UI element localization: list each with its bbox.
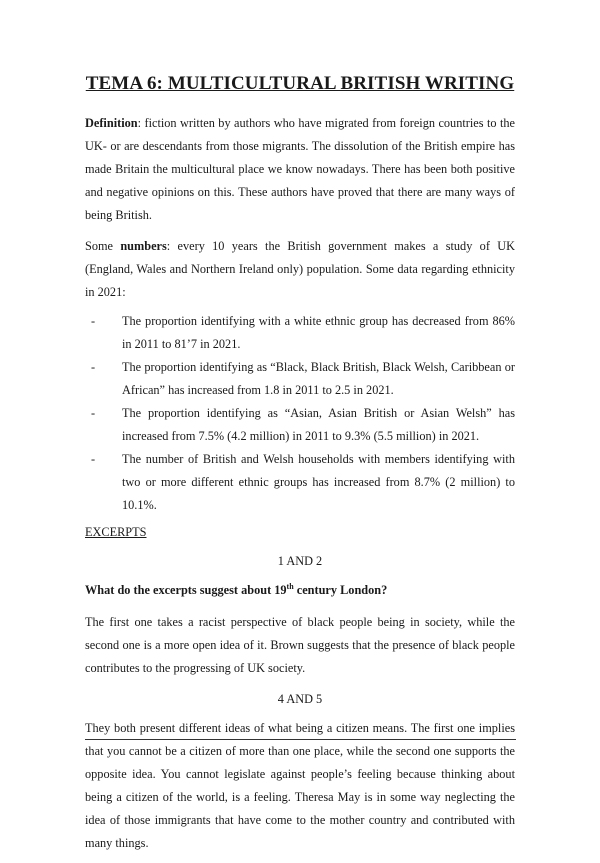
list-item bbox=[85, 448, 515, 517]
list-item bbox=[85, 356, 515, 402]
definition-paragraph bbox=[85, 112, 515, 227]
bottom-divider bbox=[85, 739, 516, 740]
definition-label: Definition bbox=[85, 116, 138, 130]
dash-bullet: - bbox=[91, 314, 96, 328]
document-page bbox=[85, 70, 515, 863]
section-2-answer: They both present different ideas of what being a citizen means. The first one implies that you cannot be a citizen of more than one place, while the second one supports the opposite idea. You cannot legislate against people’s feeling because thinking about being a citizen of the world, is a feeling. Theresa May is in some way neglecting the idea of those immigrants that have come to the mother country and contributed with many things. bbox=[85, 721, 515, 850]
excerpts-heading: EXCERPTS bbox=[85, 525, 147, 539]
section-heading-4-and-5: 4 AND 5 bbox=[277, 692, 323, 706]
question-text: What do the excerpts suggest about 19 bbox=[85, 583, 287, 597]
numbers-label: numbers bbox=[120, 239, 167, 253]
section-1-answer: The first one takes a racist perspective of black people being in society, while the second one is a more open idea of it. Brown suggests that the presence of black people contributes to the progressing of UK society. bbox=[85, 615, 515, 675]
question-text-end: century London? bbox=[293, 583, 388, 597]
list-item bbox=[85, 402, 515, 448]
list-item-text: The proportion identifying as “Asian, Asian British or Asian Welsh” has increased from 7.5% (4.2 million) in 2011 to 9.3% (5.5 million) in 2021. bbox=[122, 406, 515, 443]
definition-text: : fiction written by authors who have migrated from foreign countries to the UK- or are descendants from those migrants. The dissolution of the British empire has made Britain the multicultural place we know nowadays. There has been both positive and negative opinions on this. These authors have proved that there are many ways of being British. bbox=[85, 116, 515, 222]
question-superscript: th bbox=[286, 581, 294, 591]
list-item bbox=[85, 310, 515, 356]
numbers-paragraph bbox=[85, 235, 515, 304]
dash-bullet: - bbox=[91, 360, 96, 374]
numbers-prefix: Some bbox=[85, 239, 121, 253]
dash-bullet: - bbox=[91, 406, 96, 420]
ethnicity-data-list bbox=[85, 310, 515, 517]
dash-bullet: - bbox=[91, 452, 96, 466]
list-item-text: The proportion identifying as “Black, Black British, Black Welsh, Caribbean or African” has increased from 1.8 in 2011 to 2.5 in 2021. bbox=[122, 360, 515, 397]
section-heading-1-and-2: 1 AND 2 bbox=[277, 554, 323, 568]
page-title: TEMA 6: MULTICULTURAL BRITISH WRITING bbox=[85, 73, 515, 94]
section-question bbox=[85, 579, 515, 602]
numbers-text: : every 10 years the British government makes a study of UK (England, Wales and Northern Ireland only) population. Some data regarding ethnicity in 2021: bbox=[85, 239, 515, 299]
list-item-text: The proportion identifying with a white ethnic group has decreased from 86% in 2011 to 81’7 in 2021. bbox=[122, 314, 515, 351]
list-item-text: The number of British and Welsh households with members identifying with two or more different ethnic groups has increased from 8.7% (2 million) to 10.1%. bbox=[122, 452, 515, 512]
